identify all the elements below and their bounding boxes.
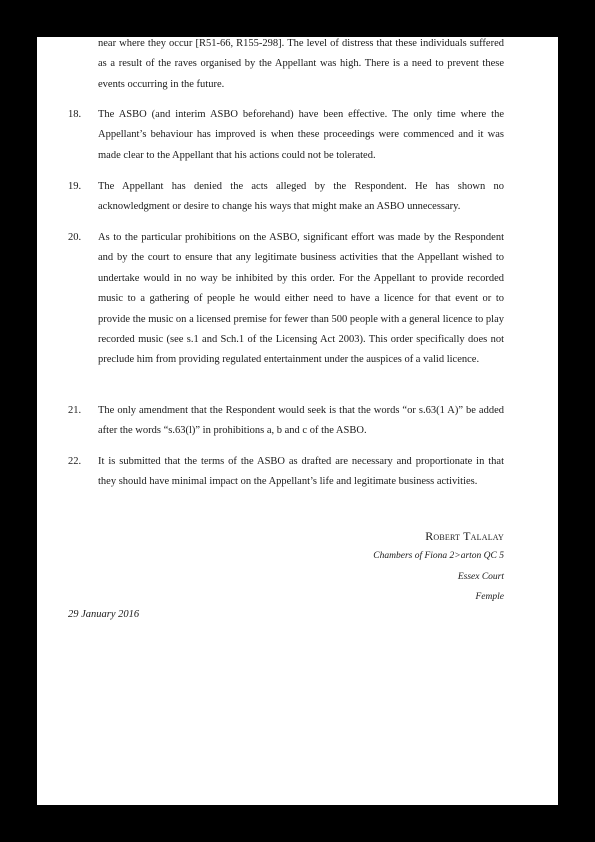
paragraph-21: [68, 401, 504, 442]
paragraph-text: It is submitted that the terms of the ASBO as drafted are necessary and proportionate in that they should have minimal impact on the Appellant’s life and legitimate business activities.: [98, 456, 504, 488]
signature-block: [373, 526, 504, 608]
paragraph-text: The ASBO (and interim ASBO beforehand) have been effective. The only time where the Appellant’s behaviour has improved is when these proceedings were commenced and it was made clear to the Appellant that his actions could not be tolerated.: [98, 109, 504, 161]
temple-address: Femple: [475, 592, 504, 603]
paragraph-number: 20.: [68, 232, 82, 243]
paragraph-20: [68, 228, 504, 371]
paragraph-text: As to the particular prohibitions on the ASBO, significant effort was made by the Respondent and by the court to ensure that any legitimate business activities that the Appellant wished to undertake would in no way be inhibited by this order. For the Appellant to provide recorded music to a gathering of people he would either need to have a licence for that event or to provide the music on a licensed premise for fewer than 500 people with a general licence to play recorded music (see s.1 and Sch.1 of the Licensing Act 2003). This order specifically does not preclude him from providing regulated entertainment under the auspices of a valid licence.: [98, 232, 504, 366]
paragraph-text: The only amendment that the Respondent would seek is that the words “or s.63(1 A)” be added after the words “s.63(l)” in prohibitions a, b and c of the ASBO.: [98, 405, 504, 437]
document-date: 29 January 2016: [68, 609, 140, 620]
chambers-name: Chambers of Fiona 2>arton QC 5: [373, 551, 504, 562]
paragraph-18: [68, 105, 504, 166]
paragraph-22: [68, 452, 504, 493]
signatory-name: Robert Talalay: [425, 529, 504, 543]
court-address: Essex Court: [457, 571, 504, 582]
paragraph-number: 19.: [68, 181, 82, 192]
paragraph-text: The Appellant has denied the acts alleged by the Respondent. He has shown no acknowledgment or desire to change his ways that might make an ASBO unnecessary.: [98, 181, 504, 213]
paragraph-number: 18.: [68, 109, 82, 120]
paragraph-text: near where they occur [R51-66, R155-298]. The level of distress that these individuals suffered as a result of the raves organised by the Appellant was high. There is a need to prevent these events occurring in the future.: [98, 38, 504, 90]
paragraph-number: 22.: [68, 456, 82, 467]
paragraph-17-continuation: [68, 34, 504, 95]
paragraph-number: 21.: [68, 405, 82, 416]
paragraph-19: [68, 177, 504, 218]
document-page: [37, 37, 558, 805]
